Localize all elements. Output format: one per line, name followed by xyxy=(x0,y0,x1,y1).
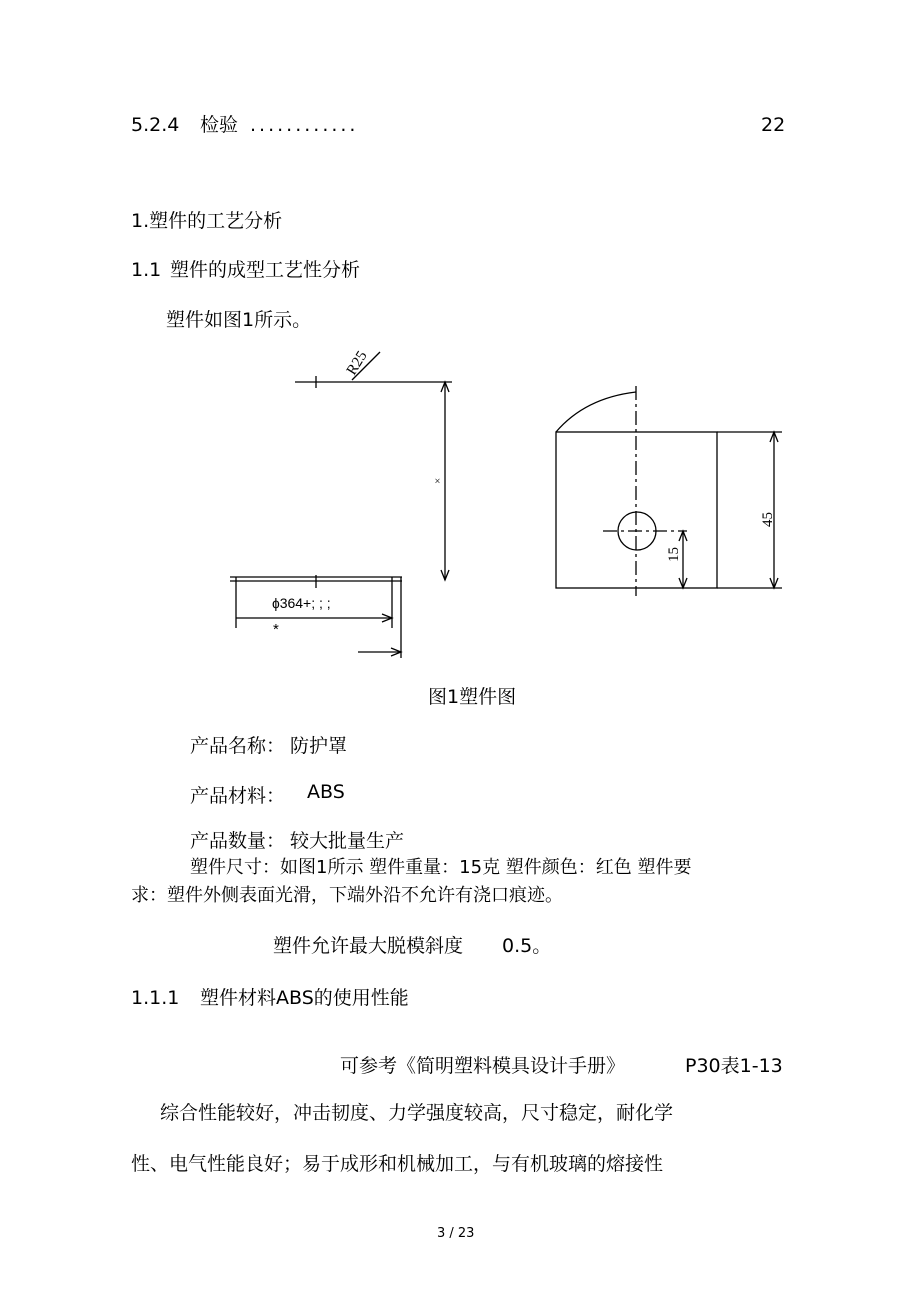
body-paragraph-line-1: 综合性能较好，冲击韧度、力学强度较高，尺寸稳定，耐化学 xyxy=(160,1102,674,1124)
subsubsection-number: 1.1.1 xyxy=(131,987,180,1009)
toc-page-number: 22 xyxy=(761,114,786,136)
product-name-value: 防护罩 xyxy=(290,735,348,757)
toc-leader: ............ xyxy=(250,114,359,136)
radius-label: R25 xyxy=(343,348,371,379)
reference-table: P30表1-13 xyxy=(685,1055,783,1077)
left-mark: * xyxy=(273,621,279,638)
figure-intro: 塑件如图1所示。 xyxy=(166,309,312,331)
toc-title: 检验 xyxy=(200,114,239,136)
subsubsection-title: 塑件材料ABS的使用性能 xyxy=(200,987,409,1009)
body-paragraph-line-2: 性、电气性能良好；易于成形和机械加工，与有机玻璃的熔接性 xyxy=(131,1153,664,1175)
reference-text: 可参考《简明塑料模具设计手册》 xyxy=(340,1055,626,1077)
hole-dim-label: 15 xyxy=(666,547,682,562)
page-indicator: 3 / 23 xyxy=(437,1226,475,1241)
product-quantity-label: 产品数量： xyxy=(190,830,286,852)
product-material-label: 产品材料： xyxy=(190,785,286,807)
draft-angle-value: 0.5。 xyxy=(502,935,552,957)
product-name-label: 产品名称： xyxy=(190,735,286,757)
toc-number: 5.2.4 xyxy=(131,114,180,136)
product-quantity-value: 较大批量生产 xyxy=(290,830,405,852)
left-bottom-dim-label: ɸ364+; ; ; xyxy=(272,595,331,611)
draft-angle-label: 塑件允许最大脱模斜度 xyxy=(273,935,464,957)
subsection-number: 1.1 xyxy=(131,259,162,281)
product-material-value: ABS xyxy=(307,781,345,803)
right-top-arc xyxy=(556,392,636,432)
figure-caption: 图1塑件图 xyxy=(428,686,517,708)
product-spec-line-2: 求：塑件外侧表面光滑，下端外沿不允许有浇口痕迹。 xyxy=(131,885,563,906)
left-side-dim-label: × xyxy=(432,477,444,484)
product-spec-line-1: 塑件尺寸：如图1所示 塑件重量：15克 塑件颜色：红色 塑件要 xyxy=(190,857,692,878)
subsection-title: 塑件的成型工艺性分析 xyxy=(170,259,361,281)
section-heading: 1.塑件的工艺分析 xyxy=(131,210,283,232)
right-height-label: 45 xyxy=(760,512,776,527)
